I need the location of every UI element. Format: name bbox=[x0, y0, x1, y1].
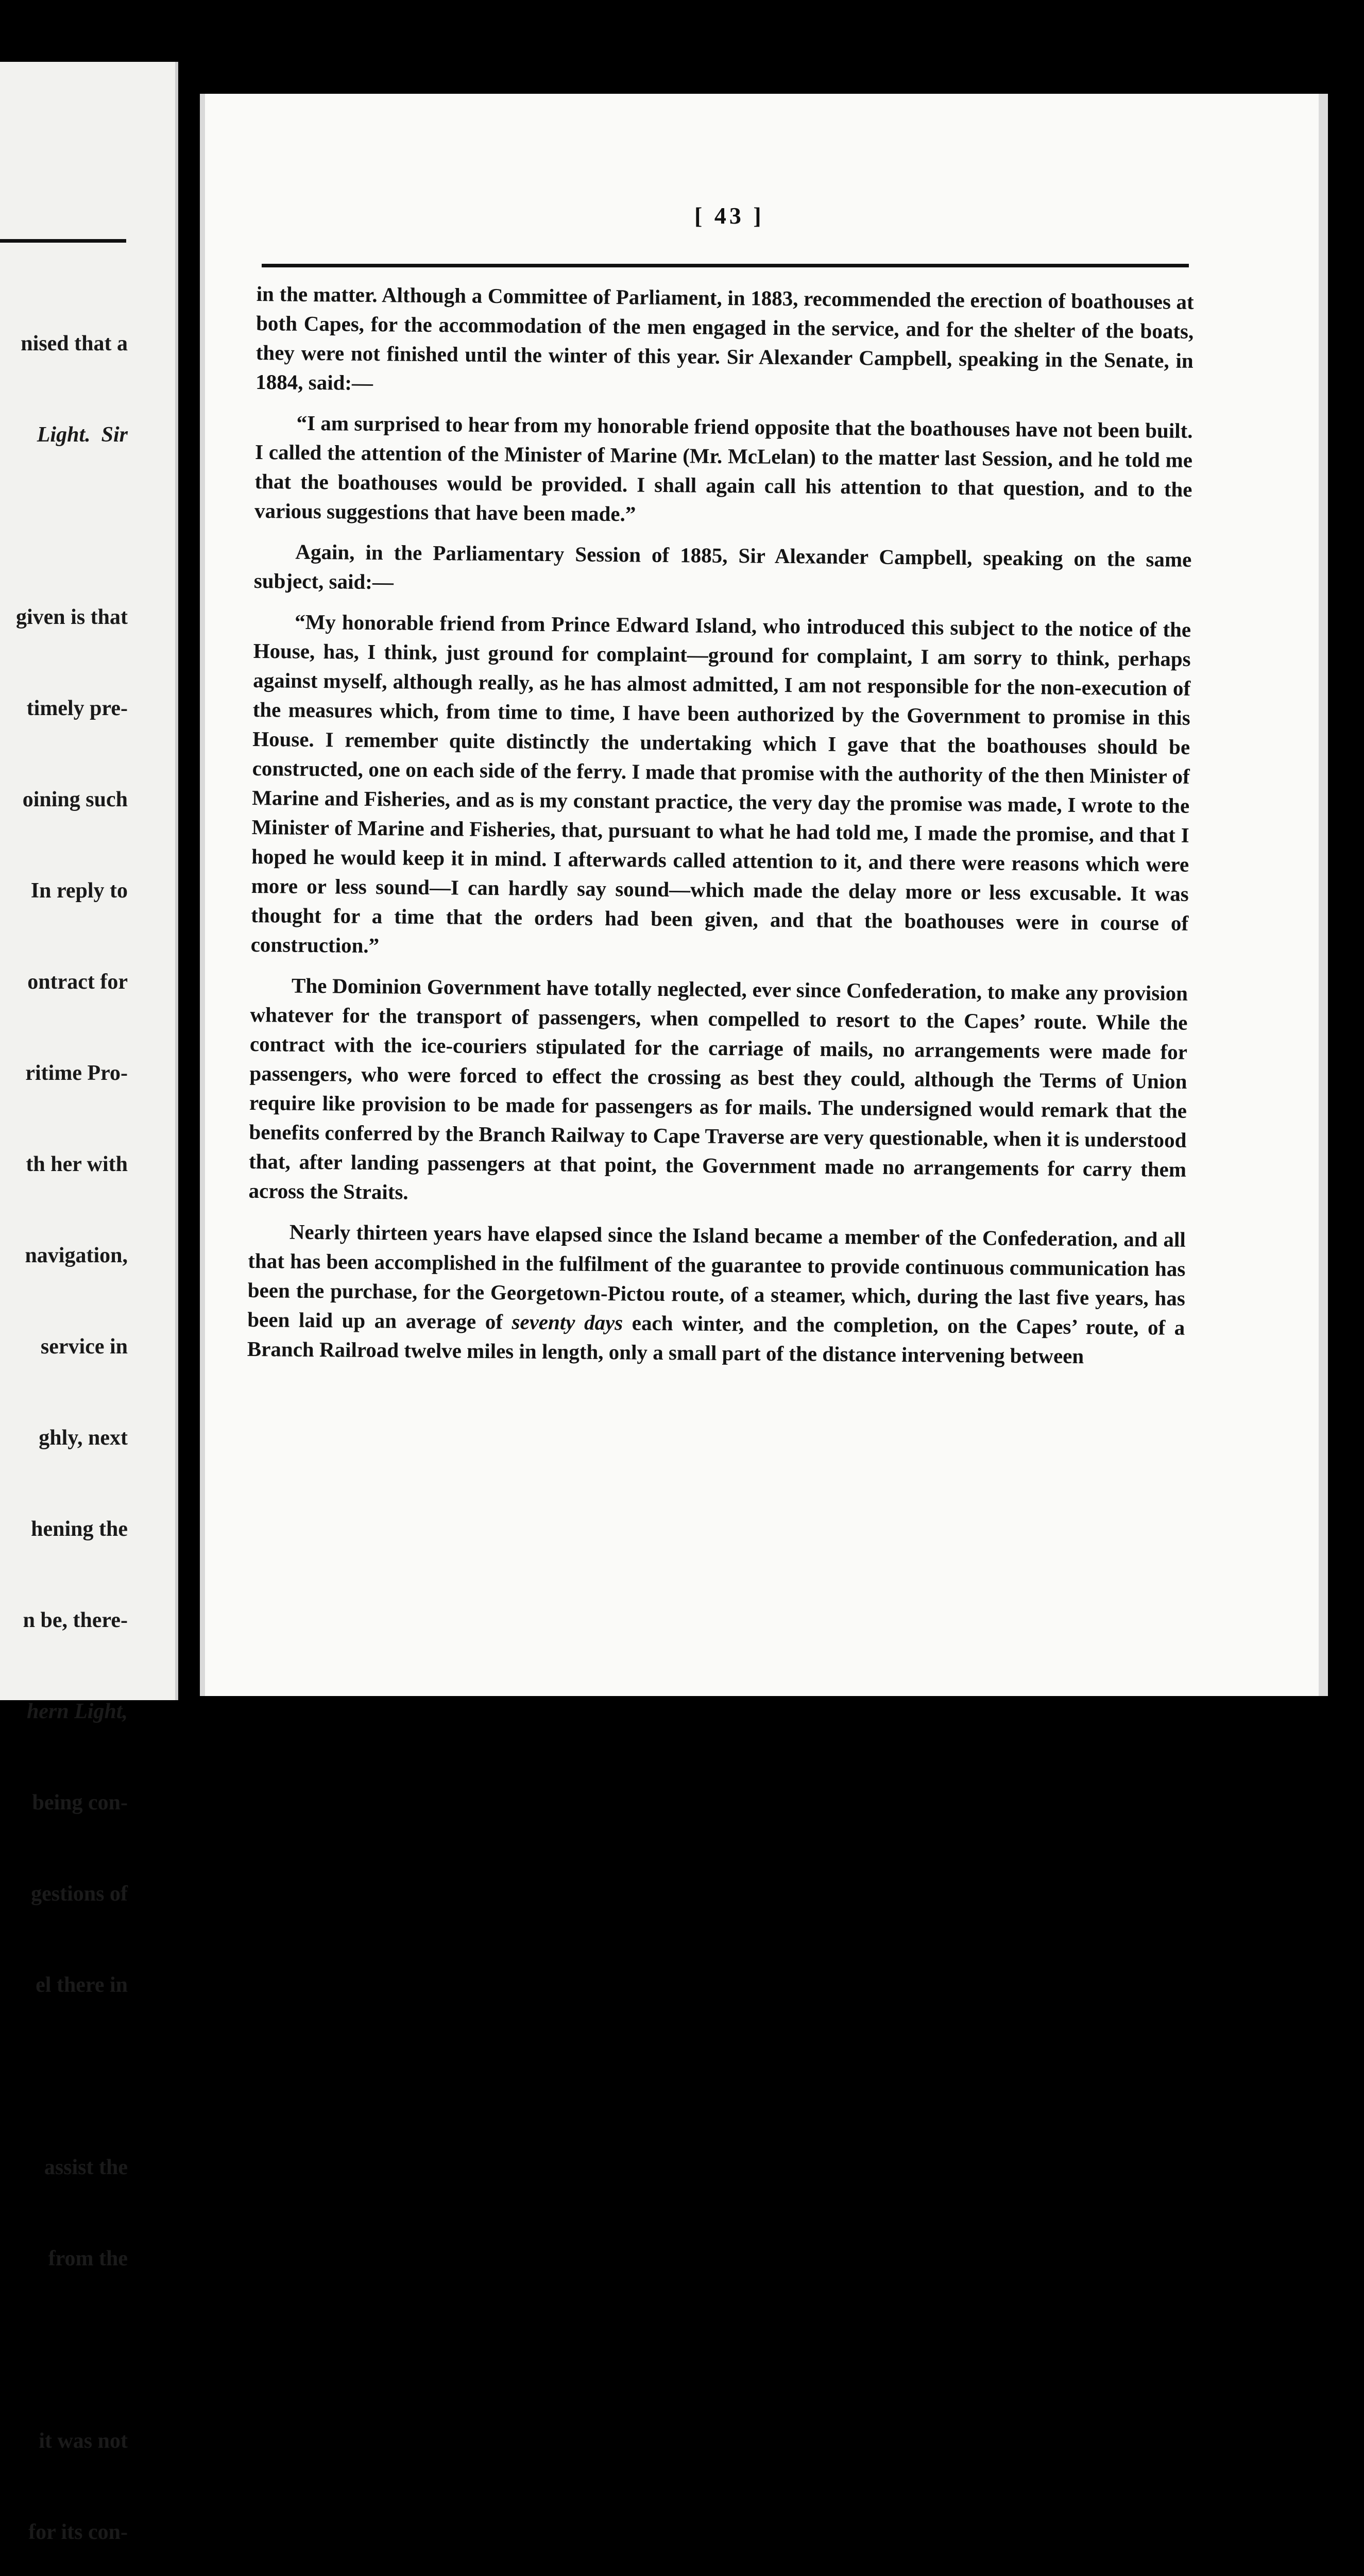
left-line: th her with bbox=[26, 1153, 128, 1176]
left-line-gap bbox=[16, 2335, 128, 2365]
left-line: given is that bbox=[15, 605, 128, 629]
left-line: hern Light, bbox=[26, 1700, 128, 1723]
right-page bbox=[200, 94, 1328, 1696]
left-line: gestions of bbox=[31, 1882, 128, 1906]
quotation: “I am surprised to hear from my honorable friend opposite that the boathouses have not been built. I called the attention of the Minister of Marine (Mr. McLelan) to the matter last Session, and he told me that the boathouses would be provided. I shall again call his attention to that question, and to the various suggestions that have been made.” bbox=[254, 411, 1193, 526]
paragraph-part: Nearly thirteen years have elapsed since the Island became a member of the Confederation, and all that has been accomplished in the fulfilment of the guarantee to provide continuous communication has been the purchase, for the Georgetown-Pictou route, of a steamer, which, during the last five years, has been laid up an average of bbox=[247, 1219, 1186, 1334]
page-edge bbox=[1319, 94, 1328, 1696]
body-text bbox=[247, 279, 1194, 1383]
left-line: nised that a bbox=[21, 332, 128, 355]
paragraph: Again, in the Parliamentary Session of 1885, Sir Alexander Campbell, speaking on the same subject, said:— bbox=[253, 539, 1192, 594]
left-line: assist the bbox=[44, 2156, 128, 2179]
left-page-text bbox=[16, 268, 128, 2576]
left-line: ghly, next bbox=[39, 1426, 128, 1450]
left-line: for its con- bbox=[28, 2520, 128, 2544]
page-number: [ 43 ] bbox=[694, 202, 764, 229]
left-line: service in bbox=[40, 1335, 128, 1359]
left-line: oining such bbox=[22, 788, 128, 811]
emphasis: seventy days bbox=[512, 1310, 623, 1335]
left-line: it was not bbox=[39, 2429, 128, 2453]
left-line-gap bbox=[16, 2061, 128, 2092]
left-line: navigation, bbox=[25, 1244, 128, 1267]
left-line: being con- bbox=[32, 1791, 128, 1815]
left-line: ontract for bbox=[27, 970, 128, 994]
left-line: el there in bbox=[36, 1973, 128, 1997]
left-line: Light. Sir bbox=[37, 423, 128, 447]
left-page bbox=[0, 62, 178, 2544]
paragraph: The Dominion Government have totally neglected, ever since Confederation, to make any provision whatever for the transport of passengers, when compelled to resort to the Capes’ route. While the contract with the ice-couriers stipulated for the carriage of mails, no arrangements were made for passengers, who were forced to effect the crossing as best they could, although the Terms of Union require like provision to be made for passengers as for mails. The undersigned would remark that the benefits conferred by the Branch Railway to Cape Traverse are very questionable, when it is understood that, after landing passengers at that point, the Government made no arrangements for carry them across the Straits. bbox=[248, 973, 1188, 1204]
paragraph bbox=[247, 1217, 1186, 1372]
left-page-rule bbox=[0, 239, 126, 243]
header-rule bbox=[262, 264, 1189, 267]
left-line: n be, there- bbox=[23, 1608, 128, 1632]
left-line: from the bbox=[48, 2247, 128, 2270]
left-line-gap bbox=[16, 511, 128, 541]
left-line: In reply to bbox=[30, 879, 128, 903]
left-line: timely pre- bbox=[26, 697, 128, 720]
left-line: ritime Pro- bbox=[25, 1061, 128, 1085]
paragraph: in the matter. Although a Committee of Parliament, in 1883, recommended the erection of boathouses at both Capes, for the accommodation of the men engaged in the service, and for the shelter of the boats, they were not finished until the winter of this year. Sir Alexander Campbell, speaking in the Senate, in 1884, said:— bbox=[255, 281, 1194, 395]
left-line: hening the bbox=[31, 1517, 128, 1541]
paragraph-part: each winter, and the completion, on the Capes’ route, of a Branch Railroad twelve miles in length, only a small part of the distance intervening between bbox=[247, 1311, 1185, 1368]
quotation: “My honorable friend from Prince Edward Island, who introduced this subject to the notice of the House, has, I think, just ground for complaint—ground for complaint, I am sorry to think, perhaps against myself, although really, as he has almost admitted, I am not responsible for the non-execution of the measures which, from time to time, I have been authorized by the Government to promise in this House. I remember quite distinctly the undertaking which I gave that the boathouses should be constructed, one on each side of the ferry. I made that promise with the authority of the then Minister of Marine and Fisheries, and as is my constant practice, the very day the promise was made, I wrote to the Minister of Marine and Fisheries, that, pursuant to what he had told me, I made the promise, and that I hoped he would keep it in mind. I afterwards called attention to it, and there were reasons which were more or less sound—I can hardly say sound—which made the delay more or less excusable. It was thought for a time that the orders had been given, and that the boathouses were in course of construction.” bbox=[250, 609, 1191, 958]
